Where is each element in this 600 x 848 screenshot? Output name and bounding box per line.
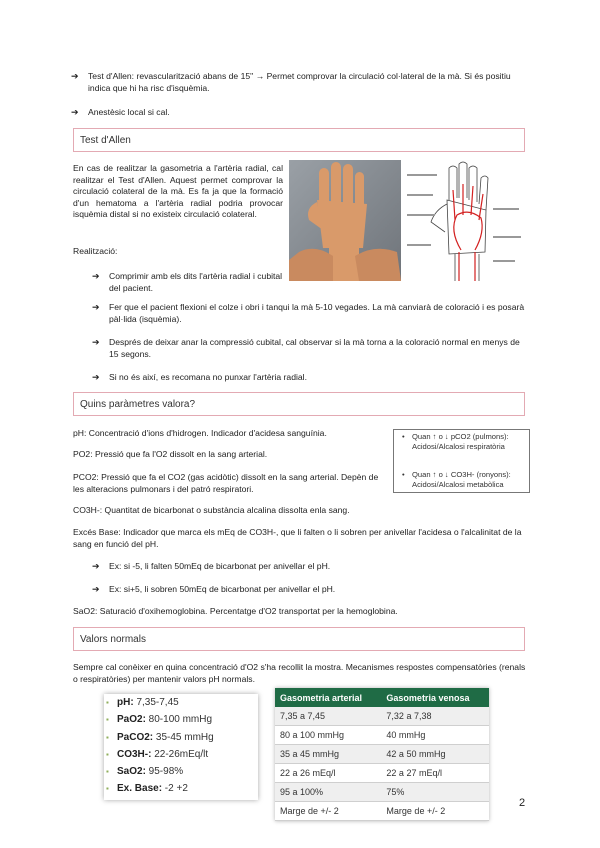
allen-step: ➔ Després de deixar anar la compressió cubital, cal observar si la mà torna a la coloració normal en menys de 15 segons.: [92, 337, 520, 359]
param-sao2: SaO2: Saturació d'oxihemoglobina. Percentatge d'O2 transportat per la hemoglobina.: [73, 606, 398, 616]
column-header: Gasometria venosa: [381, 688, 489, 707]
arrow-icon: ➔: [92, 584, 100, 594]
page-number: 2: [519, 797, 526, 809]
table-row: 7,35 a 7,45 7,32 a 7,38: [275, 707, 489, 726]
normals-intro: Sempre cal conèixer en quina concentració d'O2 s'ha recollit la mostra. Mecanismes respostes compensatòries (renals o respiratòries) per mantenir valors pH normals.: [73, 662, 526, 684]
arrow-icon: ➔: [71, 107, 79, 117]
list-item: ▪ PaCO2: 35-45 mmHg: [104, 729, 258, 746]
arrow-icon: ➔: [92, 561, 100, 571]
section-heading-params: Quins paràmetres valora?: [73, 392, 525, 416]
allen-step: ➔ Fer que el pacient flexioni el colze i obri i tanqui la mà 5-10 vegades. La mà canviarà de coloració i es posarà pàl·lida (isquèmia).: [92, 302, 525, 324]
param-exces-base: Excés Base: Indicador que marca els mEq de CO3H-, que li falten o li sobren per anivellar l'acidesa o l'alcalinitat de la sang en funció del pH.: [73, 527, 522, 549]
list-item: ▪ CO3H-: 22-26mEq/lt: [104, 746, 258, 763]
table-row: 35 a 45 mmHg 42 a 50 mmHg: [275, 745, 489, 764]
realitzacio-label: Realització:: [73, 246, 118, 256]
param-ph: pH: Concentració d'ions d'hidrogen. Indicador d'acidesa sanguínia.: [73, 428, 327, 438]
table-row: Marge de +/- 2 Marge de +/- 2: [275, 802, 489, 821]
section-heading-normals: Valors normals: [73, 627, 525, 651]
param-co3h: CO3H-: Quantitat de bicarbonat o substància alcalina dissolta enla sang.: [73, 505, 350, 515]
intro-bullet: ➔ Anestèsic local si cal.: [71, 107, 170, 117]
table-header-row: [275, 688, 489, 707]
column-header: Gasometria arterial: [275, 688, 381, 707]
gasometry-table: [275, 688, 489, 821]
intro-bullet: ➔ Test d'Allen: revascularització abans de 15" → Permet comprovar la circulació col·lateral de la mà. Si és positiu indica que hi ha risc d'isquèmia.: [71, 71, 511, 93]
allen-test-figure: [289, 160, 525, 281]
compensation-box: • Quan ↑ o ↓ pCO2 (pulmons): Acidosi/Alcalosi respiratòria • Quan ↑ o ↓ CO3H- (ronyons): Acidosi/Alcalosi metabòlica: [393, 429, 530, 493]
exces-example: ➔ Ex: si+5, li sobren 50mEq de bicarbonat per anivellar el pH.: [92, 584, 336, 594]
arrow-icon: ➔: [92, 372, 100, 382]
arrow-icon: ➔: [71, 71, 79, 81]
list-item: ▪ SaO2: 95-98%: [104, 763, 258, 780]
allen-intro: En cas de realitzar la gasometria a l'artèria radial, cal realitzar el Test d'Allen. Aquest permet comprovar la circulació colateral de la mà. Es fa ja que la formació d'un hematoma a l'artèria radial podria provocar isquèmia distal si no existeix circulació colateral.: [73, 163, 283, 219]
list-item: ▪ Ex. Base: -2 +2: [104, 780, 258, 797]
table-row: 80 a 100 mmHg 40 mmHg: [275, 726, 489, 745]
section-heading-allen: Test d'Allen: [73, 128, 525, 152]
param-po2: PO2: Pressió que fa l'O2 dissolt en la sang arterial.: [73, 449, 268, 459]
table-row: 95 a 100% 75%: [275, 783, 489, 802]
allen-step: ➔ Si no és així, es recomana no punxar l'artèria radial.: [92, 372, 307, 382]
arrow-icon: ➔: [92, 337, 100, 347]
list-item: ▪ pH: 7,35-7,45: [104, 694, 258, 711]
arrow-icon: ➔: [92, 271, 100, 281]
param-pco2: PCO2: Pressió que fa el CO2 (gas acidòtic) dissolt en la sang arterial. Depèn de les alteracions pulmonars i del patró respiratori.: [73, 472, 379, 494]
arrow-icon: ➔: [92, 302, 100, 312]
table-row: 22 a 26 mEq/l 22 a 27 mEq/l: [275, 764, 489, 783]
exces-example: ➔ Ex: si -5, li falten 50mEq de bicarbonat per anivellar el pH.: [92, 561, 331, 571]
allen-step: ➔ Comprimir amb els dits l'artèria radial i cubital del pacient.: [92, 271, 283, 293]
list-item: ▪ PaO2: 80-100 mmHg: [104, 711, 258, 728]
normal-values-list: [104, 694, 258, 800]
